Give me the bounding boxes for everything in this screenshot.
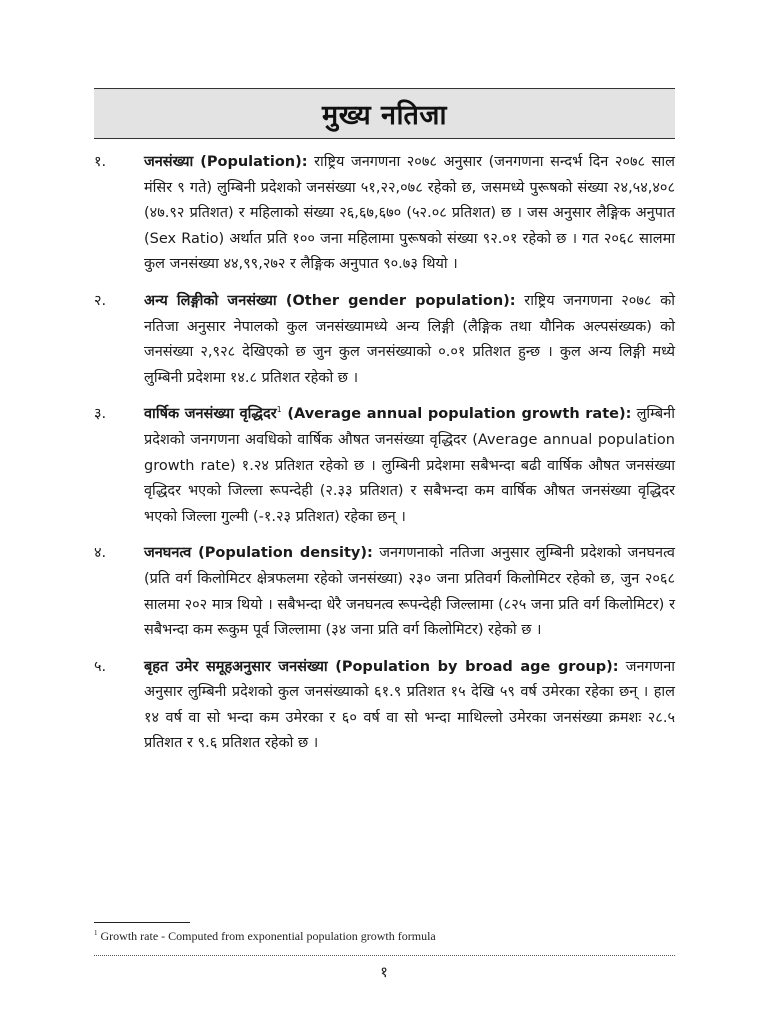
item-heading: जनसंख्या (Population): bbox=[144, 154, 308, 170]
finding-item-age-group bbox=[94, 655, 675, 757]
item-heading: जनघनत्व (Population density): bbox=[144, 545, 373, 562]
finding-item-density bbox=[94, 541, 675, 643]
dotted-divider bbox=[94, 955, 675, 956]
item-number: १. bbox=[94, 154, 107, 170]
footnote-text: Growth rate - Computed from exponential population growth formula bbox=[97, 929, 436, 943]
item-text: राष्ट्रिय जनगणना २०७८ अनुसार (जनगणना सन्दर्भ दिन २०७८ साल मंसिर ९ गते) लुम्बिनी प्रदेशको जनसंख्या ५१,२२,०७८ रहेको छ, जसमध्ये पुरूषको संख्या २४,५४,४०८ (४७.९२ प्रतिशत) र महिलाको संख्या २६,६७,६७० (५२.०८ प्रतिशत) छ । जस अनुसार लैङ्गिक अनुपात (Sex Ratio) अर्थात प्रति १०० जना महिलामा पुरूषको संख्या ९२.०१ रहेको छ । गत २०६८ सालमा कुल जनसंख्या ४४,९९,२७२ र लैङ्गिक अनुपात ९०.७३ थियो । bbox=[144, 154, 675, 273]
item-text: जनगणनाको नतिजा अनुसार लुम्बिनी प्रदेशको जनघनत्व (प्रति वर्ग किलोमिटर क्षेत्रफलमा रहेको जनसंख्या) २३० जना प्रतिवर्ग किलोमिटर रहेको छ, जुन २०६८ सालमा २०२ मात्र थियो । सबैभन्दा धेरै जनघनत्व रूपन्देही जिल्लामा (८२५ जना प्रति वर्ग किलोमिटर) र सबैभन्दा कम रूकुम पूर्व जिल्लामा (३४ जना प्रति वर्ग किलोमिटर) रहेको छ । bbox=[144, 545, 675, 639]
item-heading: अन्य लिङ्गीको जनसंख्या (Other gender population): bbox=[144, 292, 516, 309]
footnote-rule bbox=[94, 922, 190, 923]
item-text: राष्ट्रिय जनगणना २०७८ को नतिजा अनुसार नेपालको कुल जनसंख्यामध्ये अन्य लिङ्गी (लैङ्गिक तथा यौनिक अल्पसंख्यक) को जनसंख्या २,९२८ देखिएको छ जुन कुल जनसंख्याको ०.०१ प्रतिशत हुन्छ । कुल अन्य लिङ्गी मध्ये लुम्बिनी प्रदेशमा १४.८ प्रतिशत रहेको छ । bbox=[144, 292, 675, 386]
item-number: ५. bbox=[94, 658, 107, 675]
title-band bbox=[94, 88, 675, 139]
footnote-mark: 1 bbox=[94, 929, 98, 937]
footnote bbox=[94, 929, 675, 944]
item-heading: वार्षिक जनसंख्या वृद्धिदर bbox=[144, 406, 277, 423]
finding-item-growth-rate bbox=[94, 402, 675, 530]
item-body bbox=[144, 655, 675, 757]
page-title: मुख्य नतिजा bbox=[322, 100, 447, 131]
item-number: ३. bbox=[94, 406, 107, 423]
item-heading-english: (Average annual population growth rate): bbox=[281, 406, 632, 423]
item-body bbox=[144, 150, 675, 278]
item-heading: बृहत उमेर समूहअनुसार जनसंख्या (Population by broad age group): bbox=[144, 658, 619, 675]
item-text: जनगणना अनुसार लुम्बिनी प्रदेशको कुल जनसंख्याको ६१.९ प्रतिशत १५ देखि ५९ वर्ष उमेरका रहेका छन् । हाल १४ वर्ष वा सो भन्दा कम उमेरका र ६० वर्ष वा सो भन्दा माथिल्लो उमेरका जनसंख्या क्रमशः २८.५ प्रतिशत र ९.६ प्रतिशत रहेको छ । bbox=[144, 658, 675, 752]
item-number: २. bbox=[94, 292, 107, 309]
item-body bbox=[144, 289, 675, 391]
item-body bbox=[144, 402, 675, 530]
finding-item-population bbox=[94, 150, 675, 278]
item-body bbox=[144, 541, 675, 643]
findings-list bbox=[94, 150, 675, 768]
page-number: १ bbox=[380, 963, 388, 981]
item-text: लुम्बिनी प्रदेशको जनगणना अवधिको वार्षिक औषत जनसंख्या वृद्धिदर (Average annual population growth rate) १.२४ प्रतिशत रहेको छ । लुम्बिनी प्रदेशमा सबैभन्दा बढी वार्षिक औषत जनसंख्या वृद्धिदर भएको जिल्ला रूपन्देही (२.३३ प्रतिशत) र सबैभन्दा कम वार्षिक औषत जनसंख्या वृद्धिदर भएको जिल्ला गुल्मी (-१.२३ प्रतिशत) रहेका छन् । bbox=[144, 406, 675, 525]
footnote-ref[interactable]: 1 bbox=[276, 405, 282, 415]
item-number: ४. bbox=[94, 545, 107, 562]
finding-item-other-gender bbox=[94, 289, 675, 391]
